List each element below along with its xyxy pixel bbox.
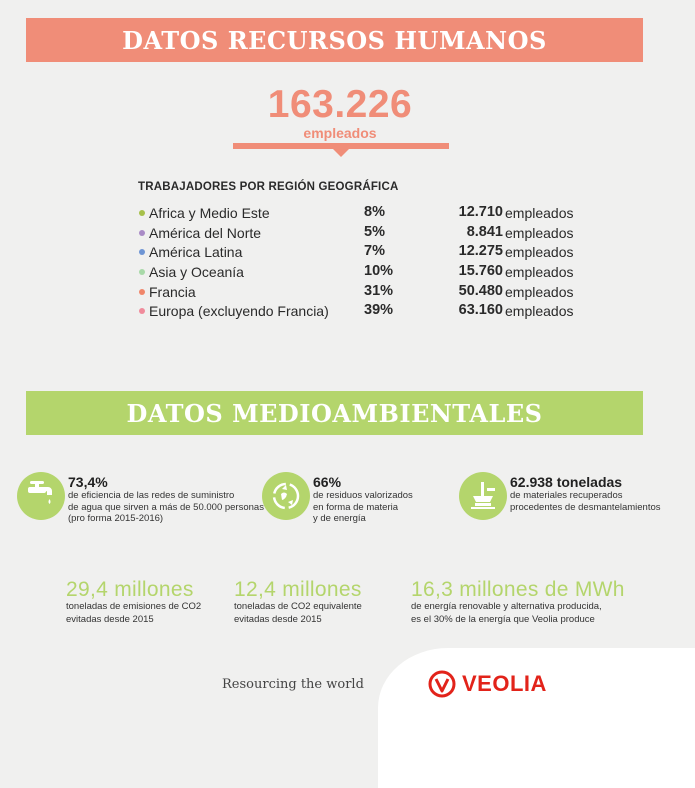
- stat-text: en forma de materia: [313, 501, 399, 513]
- big-stat-line: de energía renovable y alternativa producida,: [411, 601, 602, 612]
- big-stat-text: [411, 601, 602, 626]
- region-row: [138, 301, 598, 321]
- dismantling-icon: [459, 472, 507, 520]
- bullet-dot-icon: [139, 269, 145, 275]
- stat-value: 62.938 toneladas: [510, 474, 623, 490]
- stat-value: 66%: [313, 474, 342, 490]
- region-unit: empleados: [505, 205, 574, 221]
- stat-text: de agua que sirven a más de 50.000 personas: [68, 501, 264, 513]
- hr-banner: [26, 18, 643, 62]
- logo-background: [378, 648, 695, 788]
- region-unit: empleados: [505, 283, 574, 300]
- big-stat-value: 12,4 millones: [234, 578, 362, 601]
- employee-total-value: 163.226: [267, 83, 413, 126]
- region-percent: 8%: [364, 204, 385, 220]
- faucet-icon: [17, 472, 65, 520]
- env-banner-title: DATOS MEDIOAMBIENTALES: [126, 398, 543, 428]
- stat-text: procedentes de desmantelamientos: [510, 501, 661, 513]
- big-stat-text: [66, 601, 201, 626]
- region-count: 50.480: [458, 282, 503, 299]
- recycle-icon: [262, 472, 310, 520]
- bullet-dot-icon: [139, 230, 145, 236]
- region-unit: empleados: [505, 244, 574, 261]
- region-count: 12.275: [458, 243, 503, 260]
- region-unit: empleados: [505, 303, 574, 320]
- env-banner: [26, 391, 643, 435]
- region-count: 8.841: [466, 223, 503, 240]
- stat-text: y de energía: [313, 513, 366, 524]
- hr-banner-title: DATOS RECURSOS HUMANOS: [122, 25, 547, 55]
- region-name: Europa (excluyendo Francia): [149, 303, 329, 320]
- region-percent: 10%: [364, 263, 394, 280]
- region-percent: 39%: [364, 302, 394, 319]
- bullet-dot-icon: [139, 249, 145, 255]
- region-name: Africa y Medio Este: [149, 205, 270, 221]
- veolia-logo: [428, 670, 547, 698]
- region-percent: 31%: [364, 282, 394, 299]
- employee-total: [230, 84, 450, 140]
- stat-waste-recovered: [313, 474, 413, 525]
- region-title: TRABAJADORES POR REGIÓN GEOGRÁFICA: [138, 181, 399, 193]
- region-unit: empleados: [505, 264, 574, 281]
- region-name: Asia y Oceanía: [149, 264, 244, 281]
- stat-text: de eficiencia de las redes de suministro: [68, 490, 235, 501]
- veolia-logo-icon: [428, 670, 456, 698]
- region-name: Francia: [149, 283, 196, 300]
- big-stat-line: toneladas de CO2 equivalente: [234, 601, 362, 612]
- stat-water-efficiency: [68, 474, 264, 525]
- region-row: [138, 262, 598, 282]
- region-row: [138, 242, 598, 262]
- region-unit: empleados: [505, 224, 574, 241]
- bullet-dot-icon: [139, 289, 145, 295]
- bullet-dot-icon: [139, 308, 145, 314]
- big-stat-line: es el 30% de la energía que Veolia produce: [411, 613, 595, 625]
- big-stat-line: evitadas desde 2015: [66, 613, 154, 625]
- region-row: [138, 203, 598, 223]
- stat-text: de residuos valorizados: [313, 490, 413, 501]
- big-stat-value: 16,3 millones de MWh: [411, 578, 625, 601]
- region-percent: 5%: [364, 223, 385, 240]
- region-count: 12.710: [458, 204, 503, 220]
- stat-materials-recovered: [510, 474, 661, 513]
- big-stat-line: evitadas desde 2015: [234, 613, 322, 625]
- stat-text: de materiales recuperados: [510, 490, 623, 501]
- region-list: [138, 203, 598, 321]
- veolia-logo-text: VEOLIA: [462, 671, 547, 696]
- big-stat-line: toneladas de emisiones de CO2: [66, 601, 202, 612]
- region-count: 63.160: [458, 302, 503, 319]
- divider-notch: [333, 149, 349, 157]
- big-stat-value: 29,4 millones: [66, 578, 194, 601]
- bullet-dot-icon: [139, 210, 145, 216]
- region-count: 15.760: [458, 263, 503, 280]
- big-stat-text: [234, 601, 362, 626]
- footer-tagline: Resourcing the world: [222, 677, 364, 692]
- region-percent: 7%: [364, 243, 385, 260]
- region-name: América Latina: [149, 244, 243, 261]
- stat-text: (pro forma 2015-2016): [68, 513, 164, 524]
- region-name: América del Norte: [149, 224, 262, 241]
- stat-value: 73,4%: [68, 474, 108, 490]
- employee-total-label: empleados: [303, 125, 377, 141]
- region-row: [138, 282, 598, 302]
- region-row: [138, 223, 598, 243]
